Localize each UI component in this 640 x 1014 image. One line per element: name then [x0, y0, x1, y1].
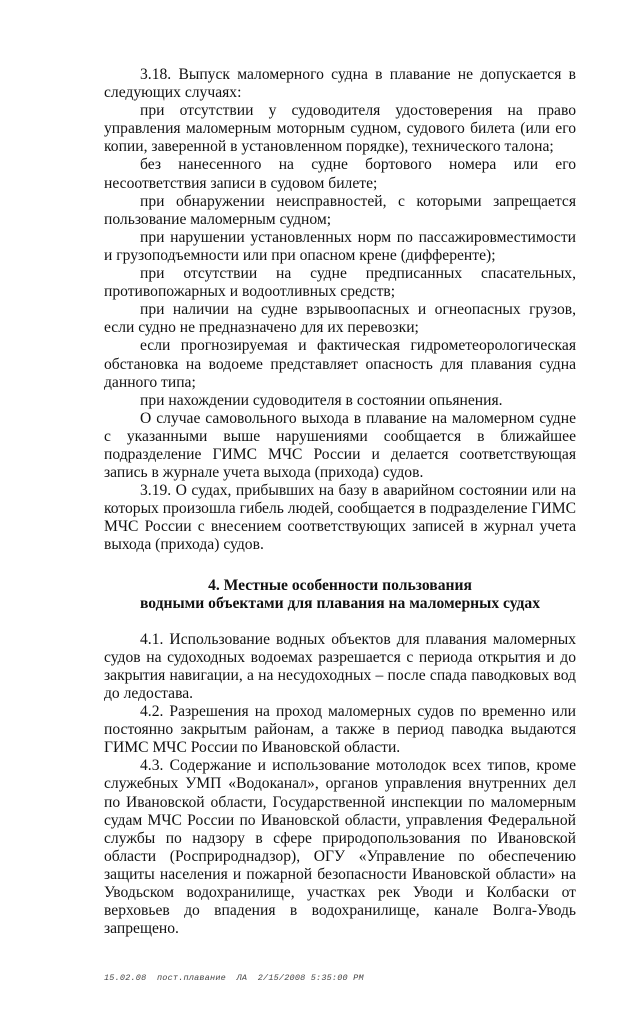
list-item: без нанесенного на судне бортового номера или его несоответствия записи в судовом билете;: [104, 156, 576, 192]
document-footer: 15.02.08 пост.плавание ЛА 2/15/2008 5:35:00 PM: [104, 973, 364, 984]
paragraph-3-18: 3.18. Выпуск маломерного судна в плавание не допускается в следующих случаях:: [104, 66, 576, 102]
paragraph: О случае самовольного выхода в плавание на маломерном судне с указанными выше нарушениями сообщается в ближайшее подразделение ГИМС МЧС России и делается соответствующая запись в журнале учета выхода (прихода) судов.: [104, 409, 576, 482]
heading-line: водными объектами для плавания на маломерных судах: [139, 594, 541, 612]
list-item: при наличии на судне взрывоопасных и огнеопасных грузов, если судно не предназначено для их перевозки;: [104, 301, 576, 337]
paragraph-4-1: 4.1. Использование водных объектов для плавания маломерных судов на судоходных водоемах разрешается с периода открытия и до закрытия навигации, а на несудоходных – после спада паводковых вод до ледостава.: [104, 630, 576, 702]
paragraph-3-19: 3.19. О судах, прибывших на базу в аварийном состоянии или на которых произошла гибель людей, сообщается в подразделение ГИМС МЧС России с внесением соответствующих записей в журнал учета выхода (прихода) судов.: [104, 482, 576, 554]
list-item: при отсутствии на судне предписанных спасательных, противопожарных и водоотливных средств;: [104, 265, 576, 301]
list-item: если прогнозируемая и фактическая гидрометеорологическая обстановка на водоеме представляет опасность для плавания судна данного типа;: [104, 337, 576, 391]
list-item: при отсутствии у судоводителя удостоверения на право управления маломерным моторным судном, судового билета (или его копии, заверенной в установленном порядке), технического талона;: [104, 102, 576, 156]
heading-line: 4. Местные особенности пользования: [208, 576, 472, 594]
list-item: при нарушении установленных норм по пассажировместимости и грузоподъемности или при опасном крене (дифференте);: [104, 228, 576, 264]
section-4-heading: [104, 577, 576, 613]
list-item: при обнаружении неисправностей, с которыми запрещается пользование маломерным судном;: [104, 192, 576, 228]
list-item: при нахождении судоводителя в состоянии опьянения.: [140, 391, 503, 409]
paragraph-4-2: 4.2. Разрешения на проход маломерных судов по временно или постоянно закрытым районам, а также в период паводка выдаются ГИМС МЧС России по Ивановской области.: [104, 703, 576, 757]
paragraph-4-3: 4.3. Содержание и использование мотолодок всех типов, кроме служебных УМП «Водоканал», органов управления внутренних дел по Ивановской области, Государственной инспекции по маломерным судам МЧС России по Ивановской области, управления Федеральной службы по надзору в сфере природопользования по Ивановской области (Росприроднадзор), ОГУ «Управление по обеспечению защиты населения и пожарной безопасности Ивановской области» на Уводьском водохранилище, участках рек Уводи и Колбаски от верховьев до впадения в водохранилище, канале Волга-Уводь запрещено.: [104, 757, 576, 938]
